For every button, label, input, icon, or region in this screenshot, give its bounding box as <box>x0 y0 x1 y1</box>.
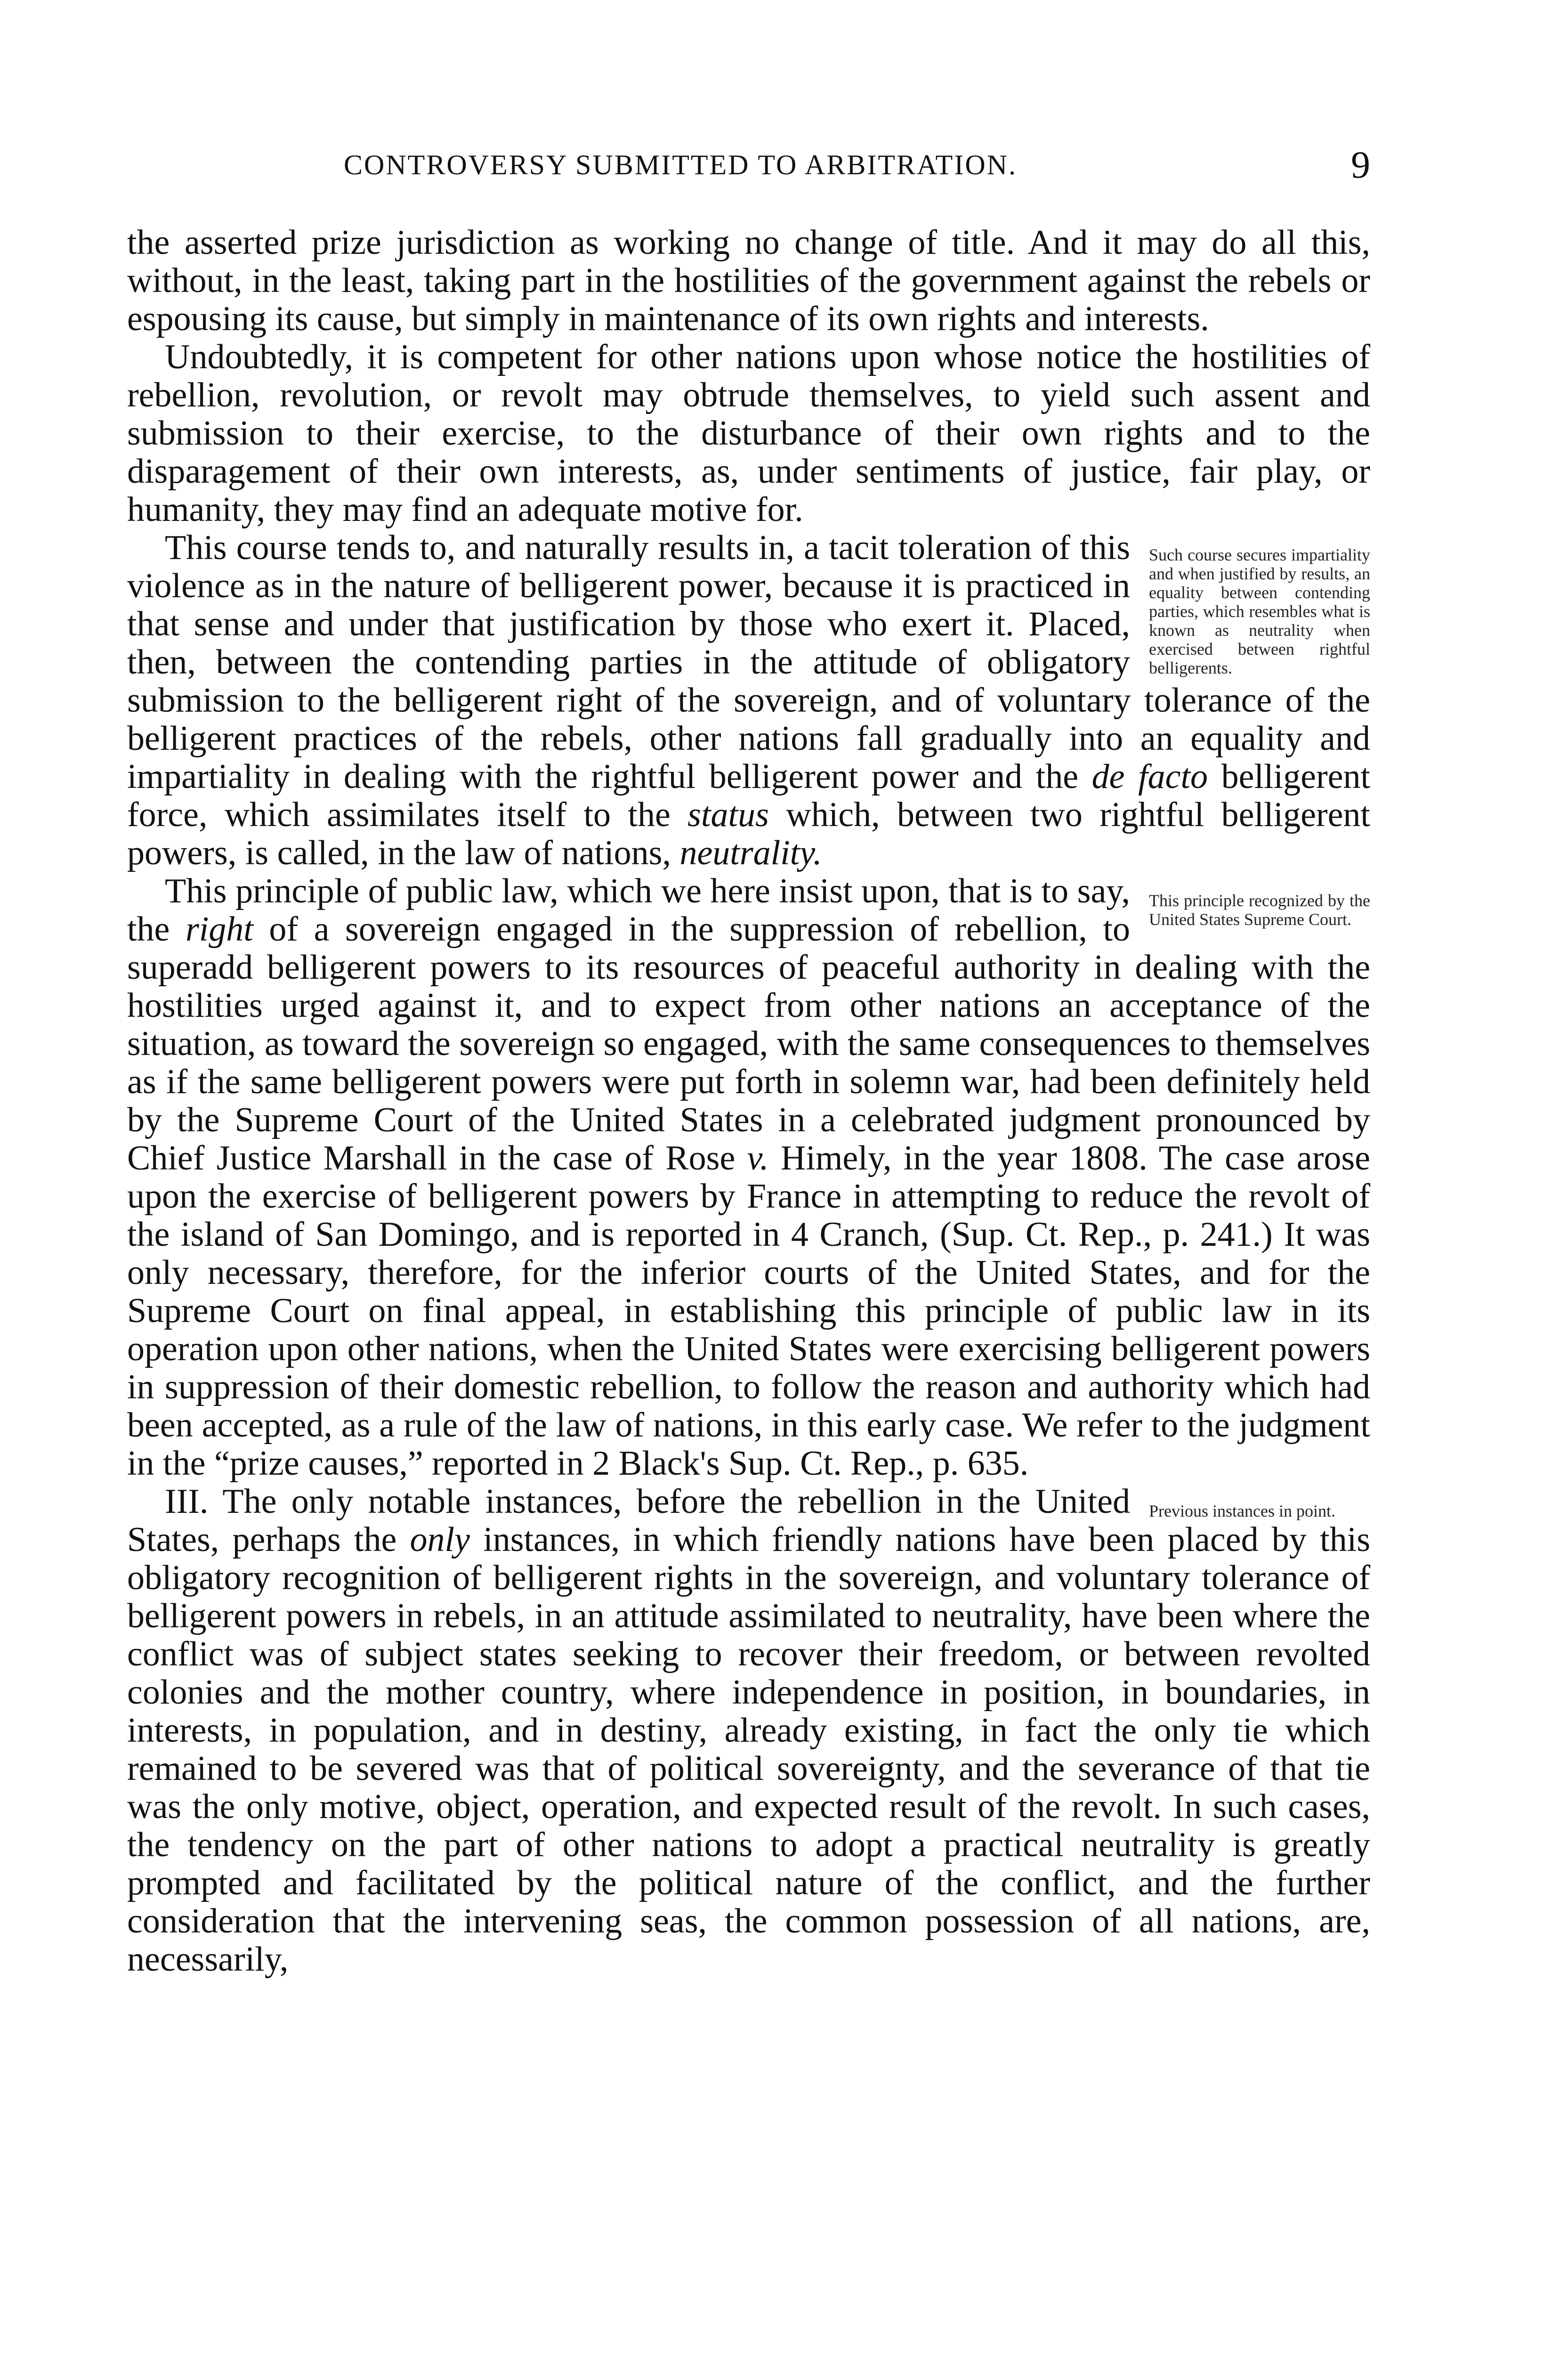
paragraph-3-italic-status: status <box>687 796 769 834</box>
paragraph-4-text-c: Himely, in the year 1808. The case arose upon the exercise of belligerent powers by France in attempting to reduce the revolt of the island of San Domingo, and is reported in 4 Cranch, (Sup. Ct. Rep., p. 241.) It was only necessary, therefore, for the inferior courts of the United States, and for the Supreme Court on final appeal, in establishing this principle of public law in its operation upon other nations, when the United States were exercising belligerent powers in suppression of their domestic rebellion, to follow the reason and authority which had been accepted, as a rule of the law of nations, in this early case. We refer to the judgment in the “prize causes,” reported in 2 Black's Sup. Ct. Rep., p. 635. <box>127 1139 1370 1483</box>
paragraph-4-text-b: of a sovereign engaged in the suppression of rebellion, to superadd belligerent powers to its resources of peaceful authority in dealing with the hostilities urged against it, and to expect from other nations an acceptance of the situation, as toward the sovereign so engaged, with the same consequences to themselves as if the same belligerent powers were put forth in solemn war, had been definitely held by the Supreme Court of the United States in a celebrated judgment pronounced by Chief Justice Marshall in the case of Rose <box>127 910 1370 1178</box>
paragraph-2: Undoubtedly, it is competent for other nations upon whose notice the hostilities of rebellion, revolution, or revolt may obtrude themselves, to yield such assent and submission to their exercise, to the disturbance of their own rights and to the disparagement of their own interests, as, under sentiments of justice, fair play, or humanity, they may find an adequate motive for. <box>127 338 1370 529</box>
paragraph-5-italic-only: only <box>410 1520 470 1559</box>
sidenote-previous-instances: Previous instances in point. <box>1149 1502 1335 1520</box>
page-number: 9 <box>1351 143 1370 186</box>
paragraph-5-text-b: instances, in which friendly nations have been placed by this obligatory recognition of belligerent rights in the sovereign, and voluntary tolerance of belligerent powers in rebels, in an attitude assimilated to neutrality, have been where the conflict was of subject states seeking to recover their freedom, or between revolted colonies and the mother country, where independence in position, in boundaries, in interests, in population, and in destiny, already existing, in fact the only tie which remained to be severed was that of political sovereignty, and the severance of that tie was the only motive, object, operation, and expected result of the revolt. In such cases, the tendency on the part of other nations to adopt a practical neutrality is greatly prompted and facilitated by the political nature of the conflict, and the further consideration that the intervening seas, the common possession of all nations, are, necessarily, <box>127 1520 1370 1979</box>
sidenote-impartiality: Such course secures impartiality and when justified by results, an equality between contending parties, which resembles what is known as neutrality when exercised between rightful belligerents. <box>1149 545 1370 677</box>
paragraph-5-text-a: III. The only notable instances, before the rebellion in the United States, perhaps the <box>127 1482 1130 1559</box>
paragraph-3-text-c: which, between two rightful belligerent powers, is called, in the law of nations, <box>127 796 1370 872</box>
sidenote-supreme-court: This principle recognized by the United States Supreme Court. <box>1149 891 1370 929</box>
paragraph-5 <box>127 1483 1370 1979</box>
paragraph-3 <box>127 529 1370 872</box>
paragraph-3-text-a: This course tends to, and naturally results in, a tacit toleration of this violence as in the nature of belligerent power, because it is practiced in that sense and under that justification by those who exert it. Placed, then, between the contending parties in the attitude of obligatory submission to the belligerent right of the sovereign, and of voluntary tolerance of the belligerent practices of the rebels, other nations fall gradually into an equality and impartiality in dealing with the rightful belligerent power and the <box>127 528 1370 796</box>
paragraph-3-text-b: belligerent force, which assimilates itself to the <box>127 757 1371 834</box>
running-title: CONTROVERSY SUBMITTED TO ARBITRATION. <box>344 149 1017 180</box>
paragraph-1: the asserted prize jurisdiction as working no change of title. And it may do all this, without, in the least, taking part in the hostilities of the government against the rebels or espousing its cause, but simply in maintenance of its own rights and interests. <box>127 223 1370 338</box>
paragraph-4 <box>127 872 1370 1483</box>
paragraph-3-italic-neutrality: neutrality. <box>679 834 822 872</box>
body-text <box>127 224 1370 1979</box>
paragraph-4-text-a: This principle of public law, which we here insist upon, that is to say, the <box>127 872 1130 949</box>
paragraph-3-italic-de-facto: de facto <box>1091 757 1208 796</box>
running-head <box>127 141 1370 188</box>
paragraph-4-italic-v: v. <box>747 1139 769 1178</box>
paragraph-4-italic-right: right <box>185 910 253 949</box>
